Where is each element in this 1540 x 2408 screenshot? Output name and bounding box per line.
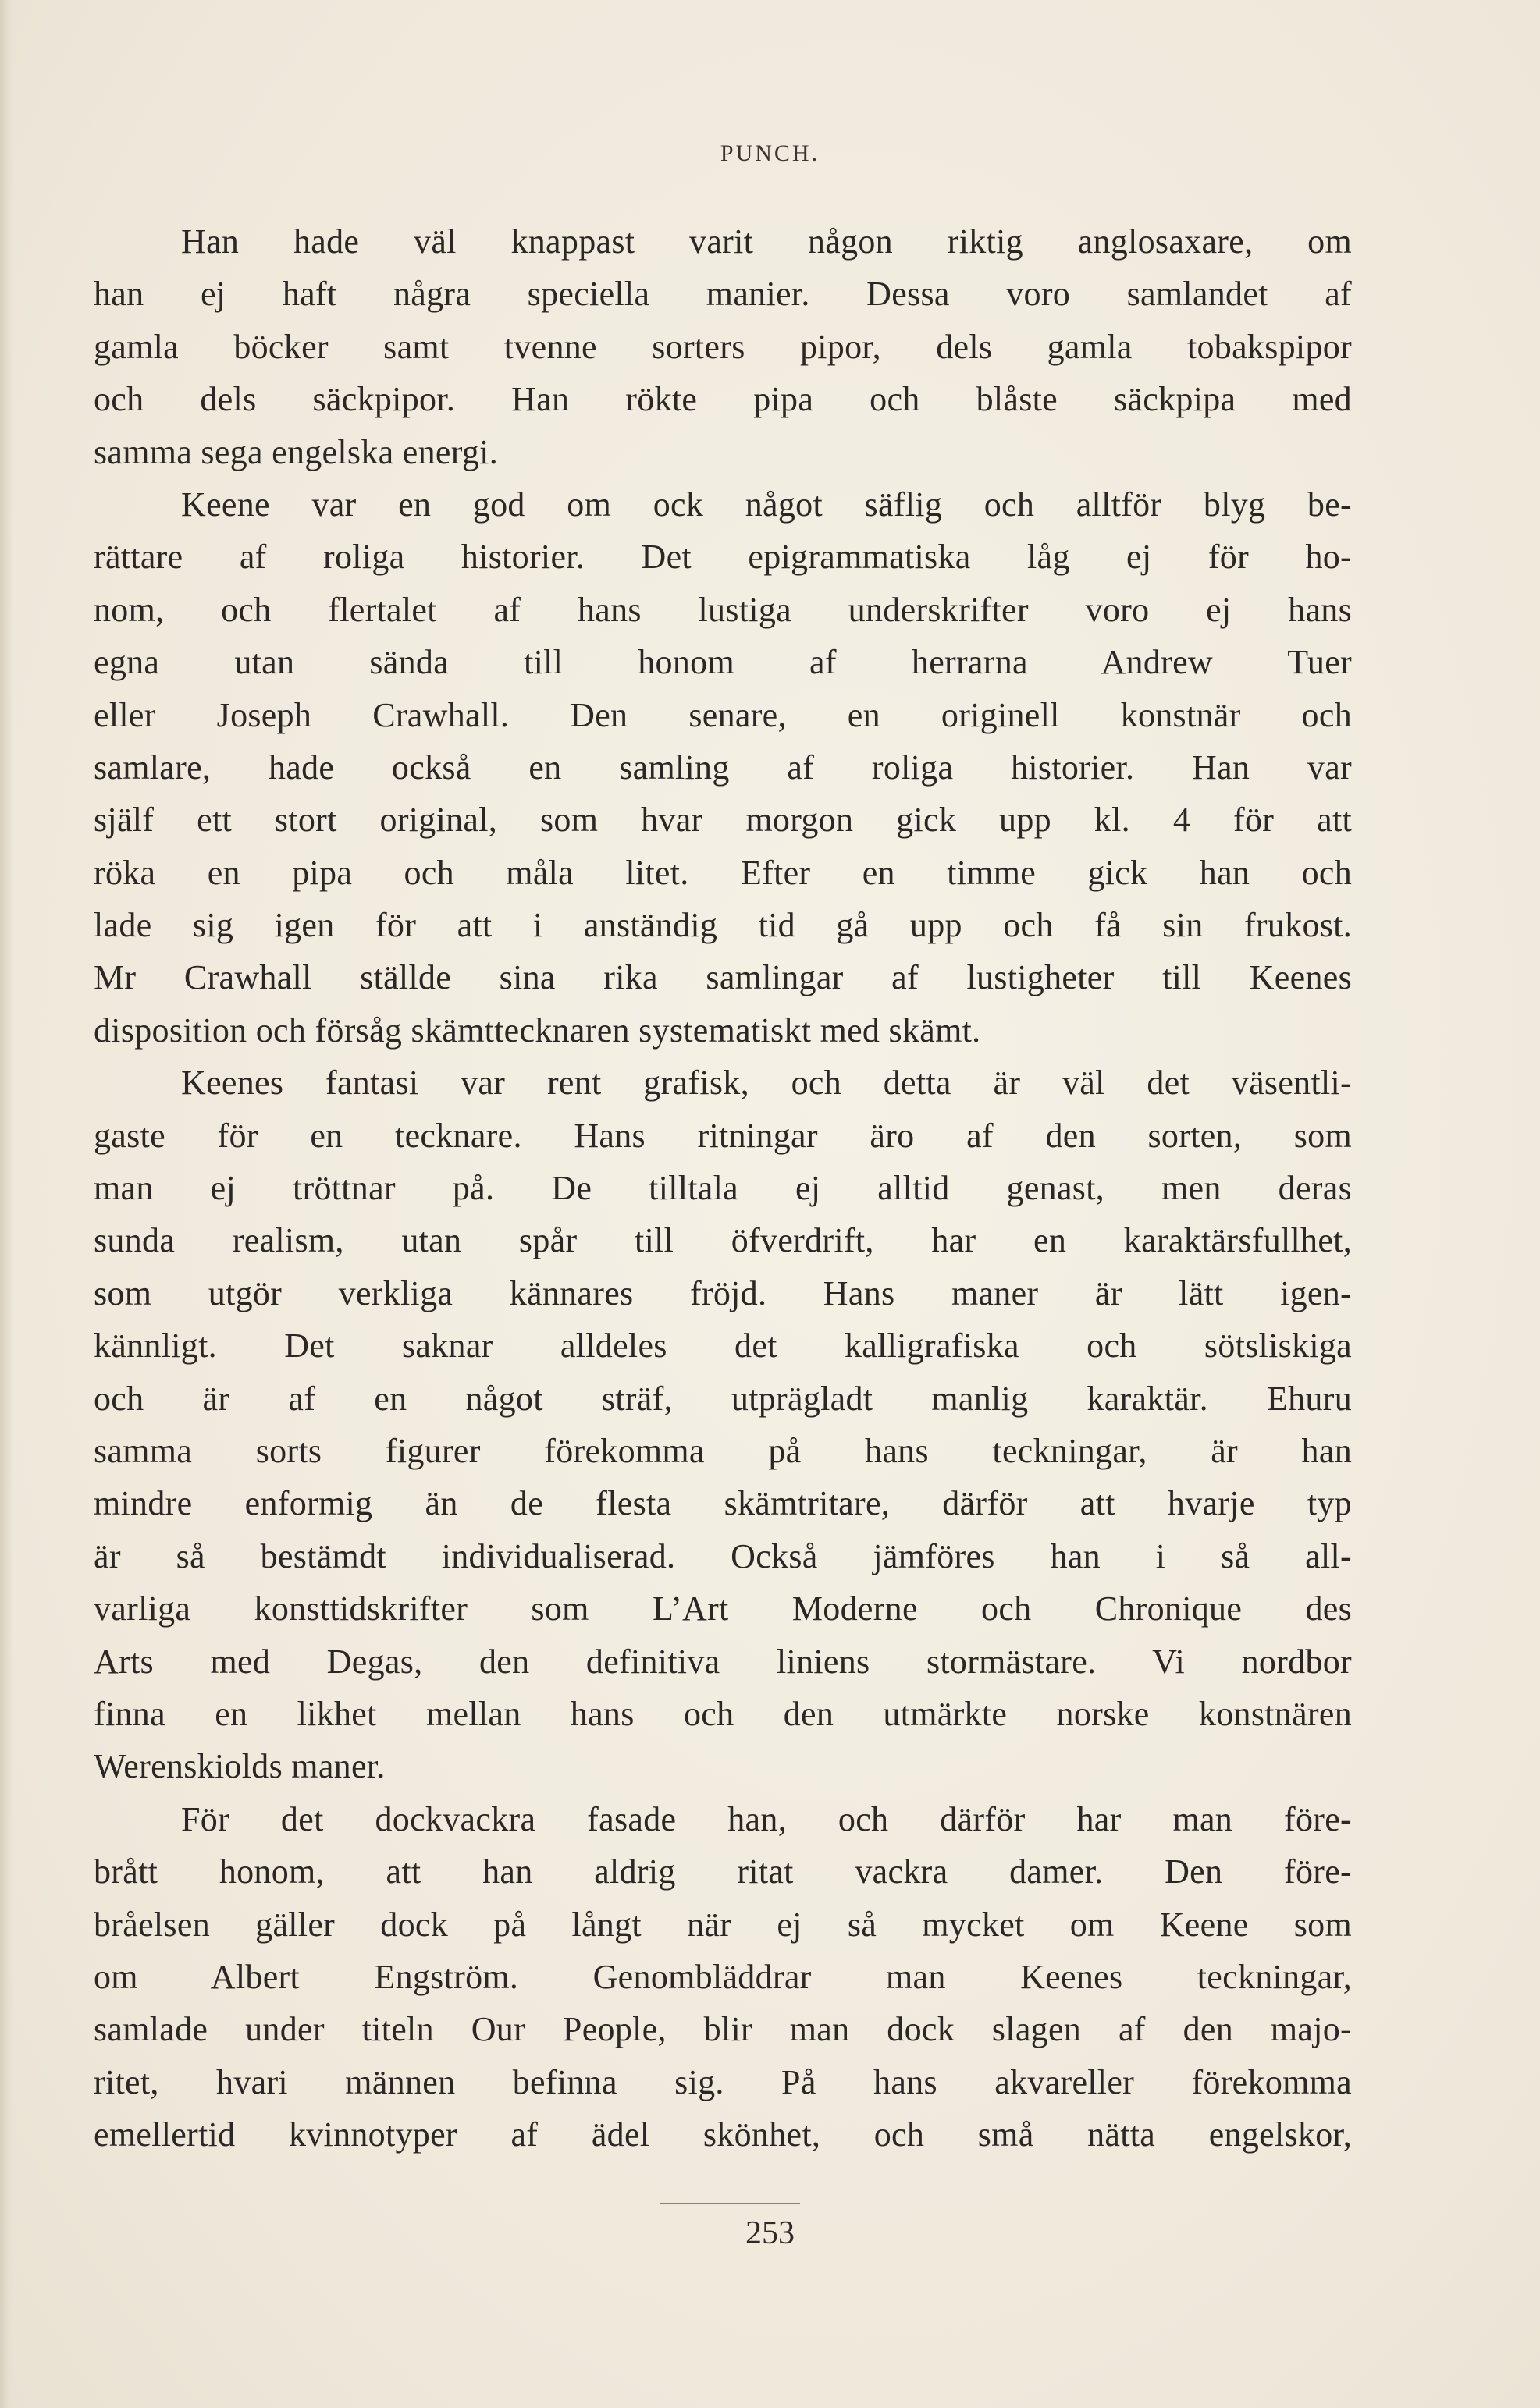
text-line: gamla böcker samt tvenne sorters pipor, dels gamla tobakspipor [94,327,1352,366]
text-line: och är af en något sträf, utprägladt manlig karaktär. Ehuru [94,1379,1352,1418]
footer-rule [660,2203,800,2204]
text-line: Han hade väl knappast varit någon riktig anglosaxare, om [181,222,1352,261]
text-line: sunda realism, utan spår till öfverdrift, har en karaktärsfullhet, [94,1221,1352,1260]
text-line: han ej haft några speciella manier. Dessa voro samlandet af [94,275,1352,314]
text-line: disposition och försåg skämttecknaren systematiskt med skämt. [94,1010,981,1050]
text-line: Mr Crawhall ställde sina rika samlingar af lustigheter till Keenes [94,958,1352,997]
body-text [94,215,1352,2161]
text-line: samlade under titeln Our People, blir man dock slagen af den majo- [94,2010,1352,2049]
text-line: rättare af roliga historier. Det epigrammatiska låg ej för ho- [94,538,1352,577]
text-line: kännligt. Det saknar alldeles det kalligrafiska och sötsliskiga [94,1327,1352,1366]
text-line: ritet, hvari männen befinna sig. På hans akvareller förekomma [94,2062,1352,2101]
text-line: Arts med Degas, den definitiva liniens stormästare. Vi nordbor [94,1642,1352,1681]
text-line: finna en likhet mellan hans och den utmärkte norske konstnären [94,1694,1352,1733]
text-line: Keenes fantasi var rent grafisk, och detta är väl det väsentli- [181,1064,1352,1103]
text-line: bråelsen gäller dock på långt när ej så mycket om Keene som [94,1905,1352,1944]
text-line: lade sig igen för att i anständig tid gå upp och få sin frukost. [94,906,1352,945]
text-line: eller Joseph Crawhall. Den senare, en originell konstnär och [94,695,1352,734]
text-line: nom, och flertalet af hans lustiga underskrifter voro ej hans [94,590,1352,629]
text-line: egna utan sända till honom af herrarna Andrew Tuer [94,643,1352,682]
text-line: själf ett stort original, som hvar morgon gick upp kl. 4 för att [94,801,1352,840]
text-line: man ej tröttnar på. De tilltala ej alltid genast, men deras [94,1169,1352,1208]
running-header: PUNCH. [720,140,820,166]
text-line: samlare, hade också en samling af roliga historier. Han var [94,748,1352,787]
text-line: röka en pipa och måla litet. Efter en timme gick han och [94,853,1352,892]
text-line: Werenskiolds maner. [94,1747,386,1786]
text-line: samma sega engelska energi. [94,432,498,471]
text-line: som utgör verkliga kännares fröjd. Hans maner är lätt igen- [94,1273,1352,1312]
page-binding-edge [0,0,14,2408]
text-line: Keene var en god om ock något säflig och alltför blyg be- [181,485,1352,524]
text-line: om Albert Engström. Genombläddrar man Keenes teckningar, [94,1957,1352,1996]
text-line: varliga konsttidskrifter som L’Art Moderne och Chronique des [94,1589,1352,1628]
text-line: är så bestämdt individualiserad. Också jämföres han i så all- [94,1536,1352,1575]
text-line: brått honom, att han aldrig ritat vackra damer. Den före- [94,1852,1352,1891]
text-line: För det dockvackra fasade han, och därför har man före- [181,1799,1352,1838]
text-line: emellertid kvinnotyper af ädel skönhet, och små nätta engelskor, [94,2115,1352,2154]
text-line: samma sorts figurer förekomma på hans teckningar, är han [94,1431,1352,1470]
text-line: gaste för en tecknare. Hans ritningar äro af den sorten, som [94,1116,1352,1155]
text-line: mindre enformig än de flesta skämtritare, därför att hvarje typ [94,1484,1352,1523]
text-line: och dels säckpipor. Han rökte pipa och blåste säckpipa med [94,380,1352,419]
page-number: 253 [745,2215,795,2251]
